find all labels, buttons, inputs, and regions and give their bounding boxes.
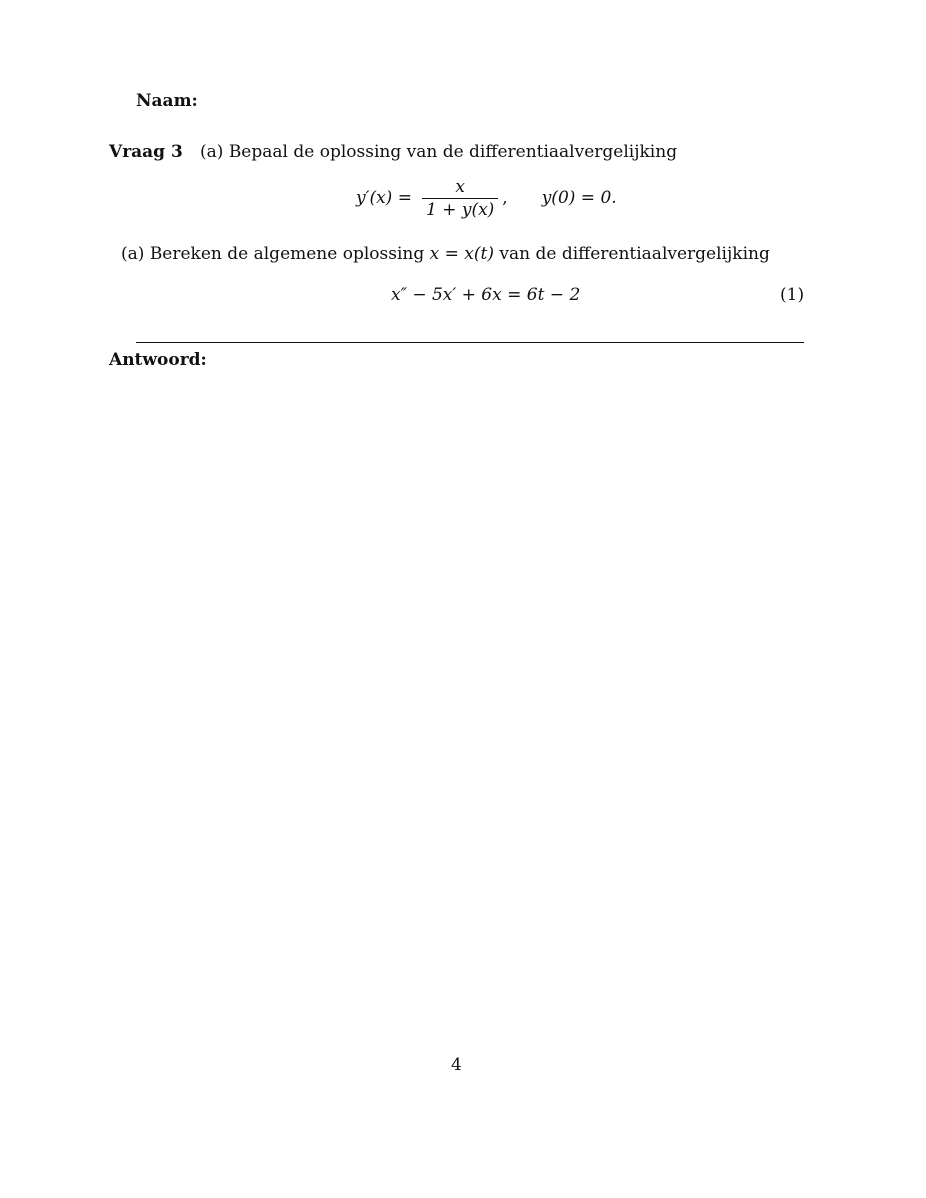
divider-line — [136, 342, 804, 343]
part-2-inline-math: x = x(t) — [429, 244, 494, 264]
part-2-marker: (a) — [121, 244, 145, 264]
question-part-1 — [200, 142, 677, 162]
part-1-text: Bepaal de oplossing van de differentiaalvergelijking — [228, 142, 678, 162]
answer-label: Antwoord: — [109, 350, 207, 370]
equation-1-lhs: y′(x) = — [356, 188, 412, 208]
equation-1-denominator: 1 + y(x) — [425, 199, 495, 220]
page-number: 4 — [451, 1055, 462, 1075]
equation-1-fraction — [422, 178, 498, 219]
equation-1-condition: y(0) = 0. — [541, 188, 617, 208]
equation-2-number: (1) — [780, 285, 805, 305]
part-1-marker: (a) — [200, 142, 224, 162]
equation-2: x″ − 5x′ + 6x = 6t − 2 — [391, 285, 581, 305]
equation-1-numerator: x — [455, 176, 465, 197]
part-2-text-after: van de differentiaalvergelijking — [499, 244, 770, 264]
question-part-2 — [121, 244, 770, 264]
name-label: Naam: — [136, 91, 198, 111]
part-2-text-before: Bereken de algemene oplossing — [149, 244, 425, 264]
equation-1-comma: , — [502, 188, 508, 208]
question-label: Vraag 3 — [109, 142, 183, 162]
equation-1 — [356, 174, 617, 222]
